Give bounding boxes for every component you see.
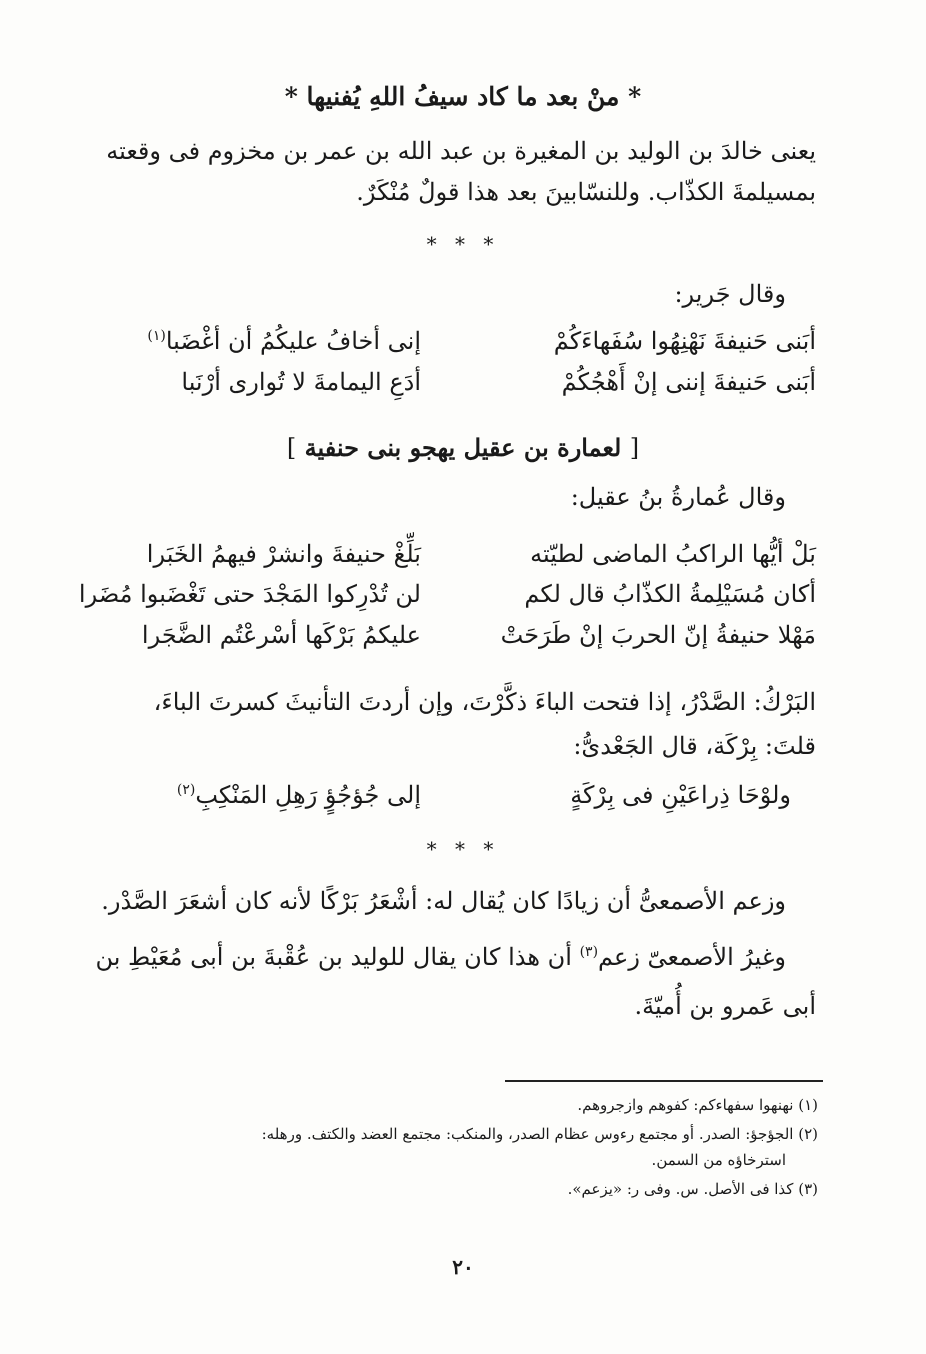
footnote-3: (٣) كذا فى الأصل. س. وفى ر: «يزعم». xyxy=(567,1180,818,1198)
umara-verse-1-second-hemistich: بَلِّغْ حنيفةَ وانشرْ فيهمُ الخَبَرا xyxy=(146,540,421,568)
paragraph-4-line-1: وغيرُ الأصمعىّ زعم$^{(٣)}$ أن هذا كان يقال للوليد بن عُقْبةَ بن أبى مُعَيْطِ بن xyxy=(95,943,786,971)
footnote-ref-3: (٣) xyxy=(579,944,599,960)
page-number: ٢٠ xyxy=(452,1255,474,1279)
jarir-verse-2-first-hemistich: أبَنى حَنيفةَ إننى إنْ أَهْجُكُمْ xyxy=(561,368,816,396)
paragraph-2-line-2: قلتَ: بِرْكَة، قال الجَعْدىُّ: xyxy=(573,732,816,760)
paragraph-1-line-2: بمسيلمةَ الكذّاب. وللنسّابينَ بعد هذا قولٌ مُنْكَرٌ. xyxy=(356,178,816,206)
footnote-2-line-1: (٢) الجؤجؤ: الصدر. أو مجتمع رءوس عظام الصدر، والمنكب: مجتمع العضد والكتف. ورهله: xyxy=(261,1125,818,1143)
jarir-intro: وقال جَرير: xyxy=(674,280,786,308)
paragraph-2-line-1: البَرْكُ: الصَّدْرُ، إذا فتحت الباءَ ذكَّرْتَ، وإن أردتَ التأنيثَ كسرتَ الباءَ، xyxy=(153,688,816,716)
jarir-verse-1-second-hemistich: إنى أخافُ عليكُمُ أن أغْضَبا$^{(١)}$ xyxy=(147,327,421,355)
umara-verse-2-second-hemistich: لن تُدْرِكوا المَجْدَ حتى تَغْضَبوا مُضَرا xyxy=(78,580,421,608)
footnote-2-line-2: استرخاؤه من السمن. xyxy=(651,1151,786,1169)
footnote-ref-1: (١) xyxy=(147,328,166,344)
umara-intro: وقال عُمارةُ بنُ عقيل: xyxy=(570,483,786,511)
umara-verse-1-first-hemistich: بَلْ أيُّها الراكبُ الماضى لطيّته xyxy=(530,540,816,568)
jadi-verse-second-hemistich: إلى جُؤجُؤٍ رَهِلِ المَنْكِبِ$^{(٢)}$ xyxy=(176,781,421,809)
verse-heading: * منْ بعد ما كاد سيفُ اللهِ يُفنيها * xyxy=(284,82,642,111)
footnote-1: (١) نهنهوا سفهاءكم: كفوهم وازجروهم. xyxy=(577,1096,818,1114)
umara-verse-2-first-hemistich: أكان مُسَيْلِمةُ الكذّابُ قال لكم xyxy=(524,580,816,608)
footnote-ref-2: (٢) xyxy=(176,782,196,798)
separator-stars: * * * xyxy=(426,232,500,256)
jarir-verse-1-first-hemistich: أبَنى حَنيفةَ نَهْنِهُوا سُفَهاءَكُمْ xyxy=(553,327,816,355)
jadi-verse-first-hemistich: ولوْحَا ذِراعَيْنِ فى بِرْكَةٍ xyxy=(570,781,791,809)
umara-verse-3-first-hemistich: مَهْلا حنيفةُ إنّ الحربَ إنْ طَرَحَتْ xyxy=(500,621,816,649)
separator-stars-2: * * * xyxy=(426,837,500,861)
paragraph-4-line-2: أبى عَمرو بن أُميّةَ. xyxy=(634,992,816,1020)
section-title: [ لعمارة بن عقيل يهجو بنى حنفية ] xyxy=(286,433,640,462)
umara-verse-3-second-hemistich: عليكمُ بَرْكَها أسْرعْتُم الضَّجَرا xyxy=(141,621,421,649)
paragraph-1-line-1: يعنى خالدَ بن الوليد بن المغيرة بن عبد الله بن عمر بن مخزوم فى وقعته xyxy=(106,137,816,165)
paragraph-3: وزعم الأصمعىُّ أن زيادًا كان يُقال له: أشْعَرُ بَرْكًا لأنه كان أشعَرَ الصَّدْر. xyxy=(101,887,786,915)
jarir-verse-2-second-hemistich: أدَعِ اليمامةَ لا تُوارى أرْنَبا xyxy=(181,368,421,396)
footnote-divider xyxy=(505,1080,823,1082)
